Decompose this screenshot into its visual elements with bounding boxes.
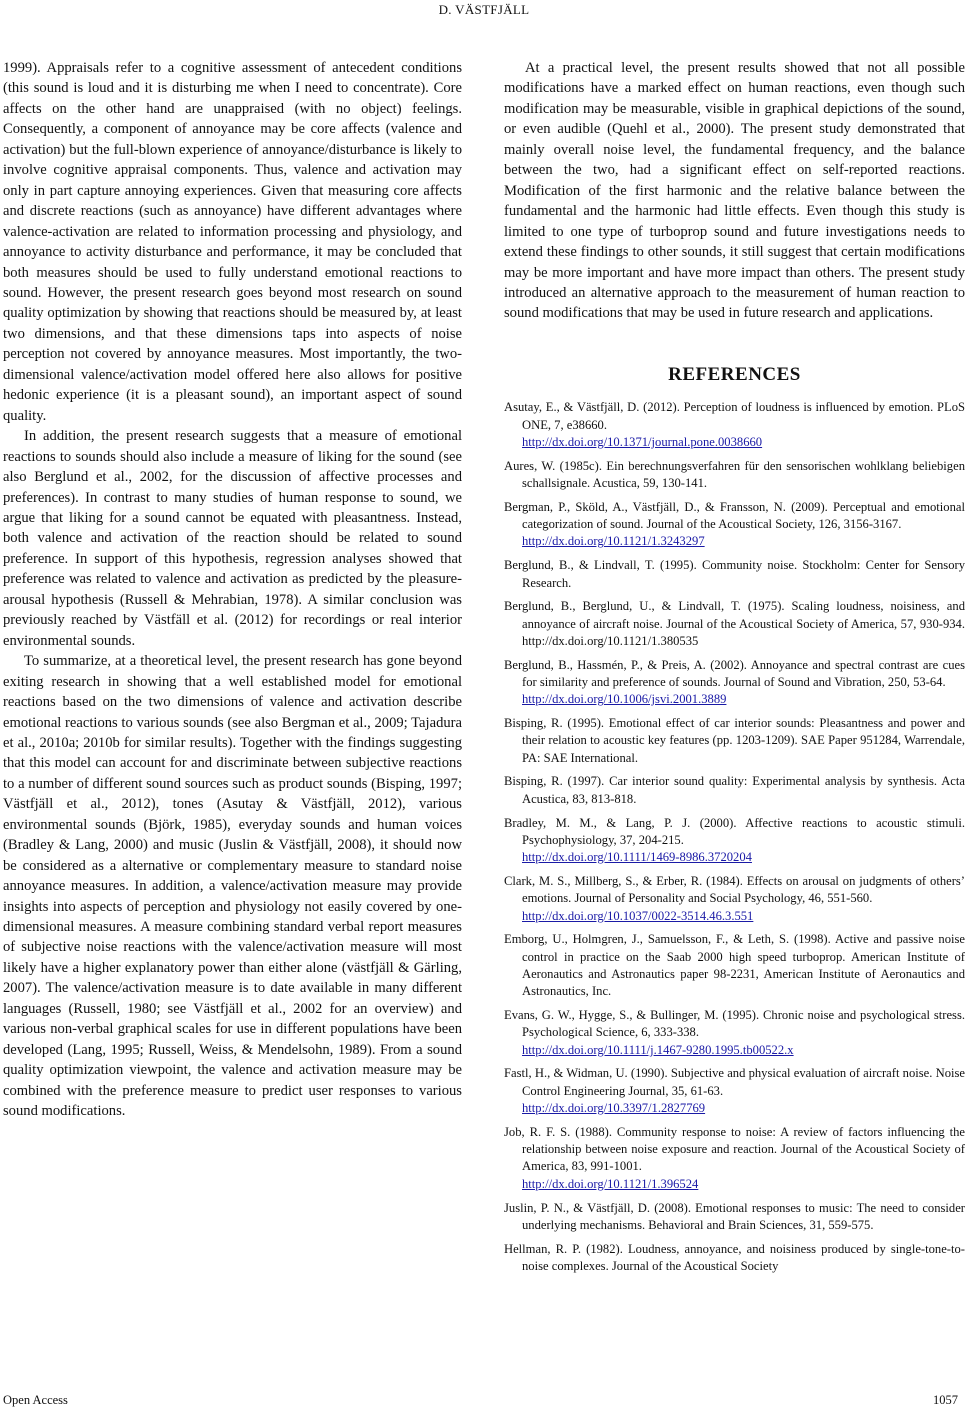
reference-text: Aures, W. (1985c). Ein berechnungsverfahren für den sensorischen wohlklang beliebigen schallsignale. Acustica, 59, 130-141. [504, 458, 965, 491]
body-paragraph: At a practical level, the present results showed that not all possible modifications have a marked effect on human reactions, even though such modification may be measurable, visible in graphical depictions of the sound, or even audible (Quehl et al., 2000). The present study demonstrated that mainly overall noise level, the fundamental frequency, and the balance between the two, had a significant effect on self-reported reactions. Modification of the first harmonic and the relative balance between the fundamental and the harmonic had little effects. Even though this study is limited to one type of turboprop sound and future investigations needs to extend these findings to other sounds, it still suggest that certain modifications may be more important and have more impact than others. The present study introduced an alternative approach to the measurement of human reaction to sound modifications that may be used in future research and applications. [504, 60, 965, 322]
reference-entry [504, 1124, 965, 1193]
reference-doi-link[interactable]: http://dx.doi.org/10.1111/j.1467-9280.1995.tb00522.x [522, 1042, 794, 1057]
right-column [504, 58, 965, 1282]
reference-doi-link[interactable]: http://dx.doi.org/10.1006/jsvi.2001.3889 [522, 692, 727, 707]
reference-doi-link[interactable]: http://dx.doi.org/10.3397/1.2827769 [522, 1101, 706, 1116]
reference-entry [504, 399, 965, 451]
body-paragraph: To summarize, at a theoretical level, the present research has gone beyond exiting research in showing that a well established model for emotional reactions based on the two dimensions of valence and activation describe emotional reactions to various sounds (see also Bergman et al., 2009; Tajadura et al., 2010a; 2010b for similar results). Together with the findings suggesting that this model can account for and discriminate between subjective reactions to a number of different sound sources such as product sounds (Bisping, 1997; Västfjäll et al., 2012), tones (Asutay & Västfjäll, 2012), various environmental sounds (Björk, 1985), everyday sounds and human voices (Bradley & Lang, 2000) and music (Juslin & Västfjäll, 2008), it should now be considered as a alternative or complementary measure to standard noise annoyance measures. In addition, a valence/activation measure may provide insights into aspects of perception and physiology not easily covered by one-dimensional measures. A measure combining standard verbal report measures of subjective noise reactions with the valence/activation measure will most likely have a higher explanatory power than either alone (västfjäll & Gärling, 2007). The valence/activation measure is to date available in many different languages (Russell, 1980; see Västfjäll et al., 2002 for an overview) and various non-verbal graphical scales for use in different populations have been developed (Lang, 1995; Russell, Weiss, & Mendelsohn, 1989). From a sound quality optimization viewpoint, the valence and activation measure may be combined with the preference measure to predict user responses to various sound modifications. [3, 653, 462, 1120]
body-paragraph: In addition, the present research suggests that a measure of emotional reactions to sounds should also include a measure of liking for the sound (see also Berglund et al., 2002, for the discussion of affective processes and preferences). In contrast to many studies of human response to sound, we argue that liking for a sound cannot be equated with pleasantness. Instead, both valence and activation of the reaction should be related to sound preference. In support of this hypothesis, regression analyses showed that preference was related to valence and activation as predicted by the pleasure-arousal hypothesis (Russell & Mehrabian, 1978). A similar conclusion was previously reached by Västfäll et al. (2012) for recordings or real interior environmental sounds. [3, 428, 462, 649]
reference-text: Fastl, H., & Widman, U. (1990). Subjective and physical evaluation of aircraft noise. Noise Control Engineering Journal, 35, 61-63. [504, 1066, 965, 1098]
reference-entry [504, 1007, 965, 1059]
reference-text: Clark, M. S., Millberg, S., & Erber, R. (1984). Effects on arousal on judgments of others’ emotions. Journal of Personality and Social Psychology, 46, 551-560. [504, 873, 965, 906]
reference-text: Berglund, B., & Lindvall, T. (1995). Community noise. Stockholm: Center for Sensory Research. [504, 558, 965, 590]
reference-entry [504, 715, 965, 767]
page-number: 1057 [933, 1393, 958, 1407]
reference-list [504, 399, 965, 1275]
footer-open-access: Open Access [3, 1393, 68, 1407]
running-header: D. VÄSTFJÄLL [438, 2, 530, 17]
reference-text: Emborg, U., Holmgren, J., Samuelsson, F., & Leth, S. (1998). Active and passive noise control in practice on the Saab 2000 high speed turboprop. American Institute of Aeronautics and Astronautics paper 98-2231, American Institute of Aeronautics and Astronautics, Inc. [504, 932, 965, 999]
reference-entry [504, 873, 965, 925]
reference-text: Bisping, R. (1995). Emotional effect of car interior sounds: Pleasantness and power and their relation to acoustic key features (pp. 1203-1209). SAE Paper 951284, Warrendale, PA: SAE International. [504, 716, 965, 765]
reference-entry [504, 499, 965, 551]
reference-text: Bradley, M. M., & Lang, P. J. (2000). Affective reactions to acoustic stimuli. Psychophysiology, 37, 204-215. [504, 815, 965, 847]
reference-entry [504, 458, 965, 493]
reference-doi-link[interactable]: http://dx.doi.org/10.1371/journal.pone.0038660 [522, 434, 763, 449]
reference-text: Job, R. F. S. (1988). Community response to noise: A review of factors influencing the relationship between noise exposure and reaction. Journal of the Acoustical Society of America, 83, 991-1001. [504, 1124, 965, 1174]
reference-entry [504, 815, 965, 867]
reference-entry [504, 598, 965, 650]
reference-text: Bergman, P., Sköld, A., Västfjäll, D., & Fransson, N. (2009). Perceptual and emotional categorization of sound. Journal of the Acoustical Society, 126, 3156-3167. [504, 499, 965, 532]
reference-text: Evans, G. W., Hygge, S., & Bullinger, M. (1995). Chronic noise and psychological stress. Psychological Science, 6, 333-338. [504, 1008, 965, 1040]
reference-text: Bisping, R. (1997). Car interior sound quality: Experimental analysis by synthesis. Acta Acustica, 83, 813-818. [504, 774, 965, 806]
reference-text: Juslin, P. N., & Västfjäll, D. (2008). Emotional responses to music: The need to consider underlying mechanisms. Behavioral and Brain Sciences, 31, 559-575. [504, 1200, 965, 1232]
reference-entry [504, 1065, 965, 1117]
reference-entry [504, 1241, 965, 1276]
reference-entry [504, 557, 965, 592]
reference-doi-link[interactable]: http://dx.doi.org/10.1037/0022-3514.46.3.551 [522, 908, 754, 923]
reference-entry [504, 931, 965, 1000]
body-paragraph: 1999). Appraisals refer to a cognitive assessment of antecedent conditions (this sound is loud and it is disturbing me when I need to concentrate). Core affects on the other hand are unappraised (with no object) feelings. Consequently, a component of annoyance may be core affects (valence and activation) but the full-blown experience of annoyance/disturbance is likely to involve cognitive appraisal components. Thus, valence and activation may only in part capture annoying experiences. Given that measuring core affects and discrete reactions (such as annoyance) have different advantages where valence-activation are related to information processing and physiology, and annoyance to activity disturbance and performance, it may be concluded that both measures should be used to fully understand emotional reactions to sound. However, the present research goes beyond most research on sound quality optimization by showing that reactions should be measured by, at least two dimensions, and that these dimensions taps into aspects of noise perception not covered by annoyance measures. Most importantly, the two-dimensional valence/activation model offered here also allows for positive hedonic experience (it is a pleasant sound), an important aspect of sound quality. [3, 60, 462, 424]
reference-entry [504, 773, 965, 808]
reference-text: Berglund, B., Hassmén, P., & Preis, A. (2002). Annoyance and spectral contrast are cues for similarity and preference of sounds. Journal of Sound and Vibration, 250, 53-64. [504, 657, 965, 689]
reference-entry [504, 1200, 965, 1235]
reference-text: Asutay, E., & Västfjäll, D. (2012). Perception of loudness is influenced by emotion. PLoS ONE, 7, e38660. [504, 400, 965, 432]
reference-doi-link[interactable]: http://dx.doi.org/10.1121/1.396524 [522, 1176, 699, 1191]
references-heading: REFERENCES [668, 363, 801, 385]
reference-doi-link[interactable]: http://dx.doi.org/10.1111/1469-8986.3720204 [522, 850, 752, 865]
reference-doi-link[interactable]: http://dx.doi.org/10.1121/1.3243297 [522, 534, 705, 549]
left-column [3, 58, 462, 1122]
reference-text: Berglund, B., Berglund, U., & Lindvall, T. (1975). Scaling loudness, noisiness, and annoyance of aircraft noise. Journal of the Acoustical Society of America, 57, 930-934. http://dx.doi.org/10.1121/1.380535 [504, 599, 965, 648]
reference-text: Hellman, R. P. (1982). Loudness, annoyance, and noisiness produced by single-tone-to-noise complexes. Journal of the Acoustical Society [504, 1241, 965, 1273]
reference-entry [504, 657, 965, 709]
